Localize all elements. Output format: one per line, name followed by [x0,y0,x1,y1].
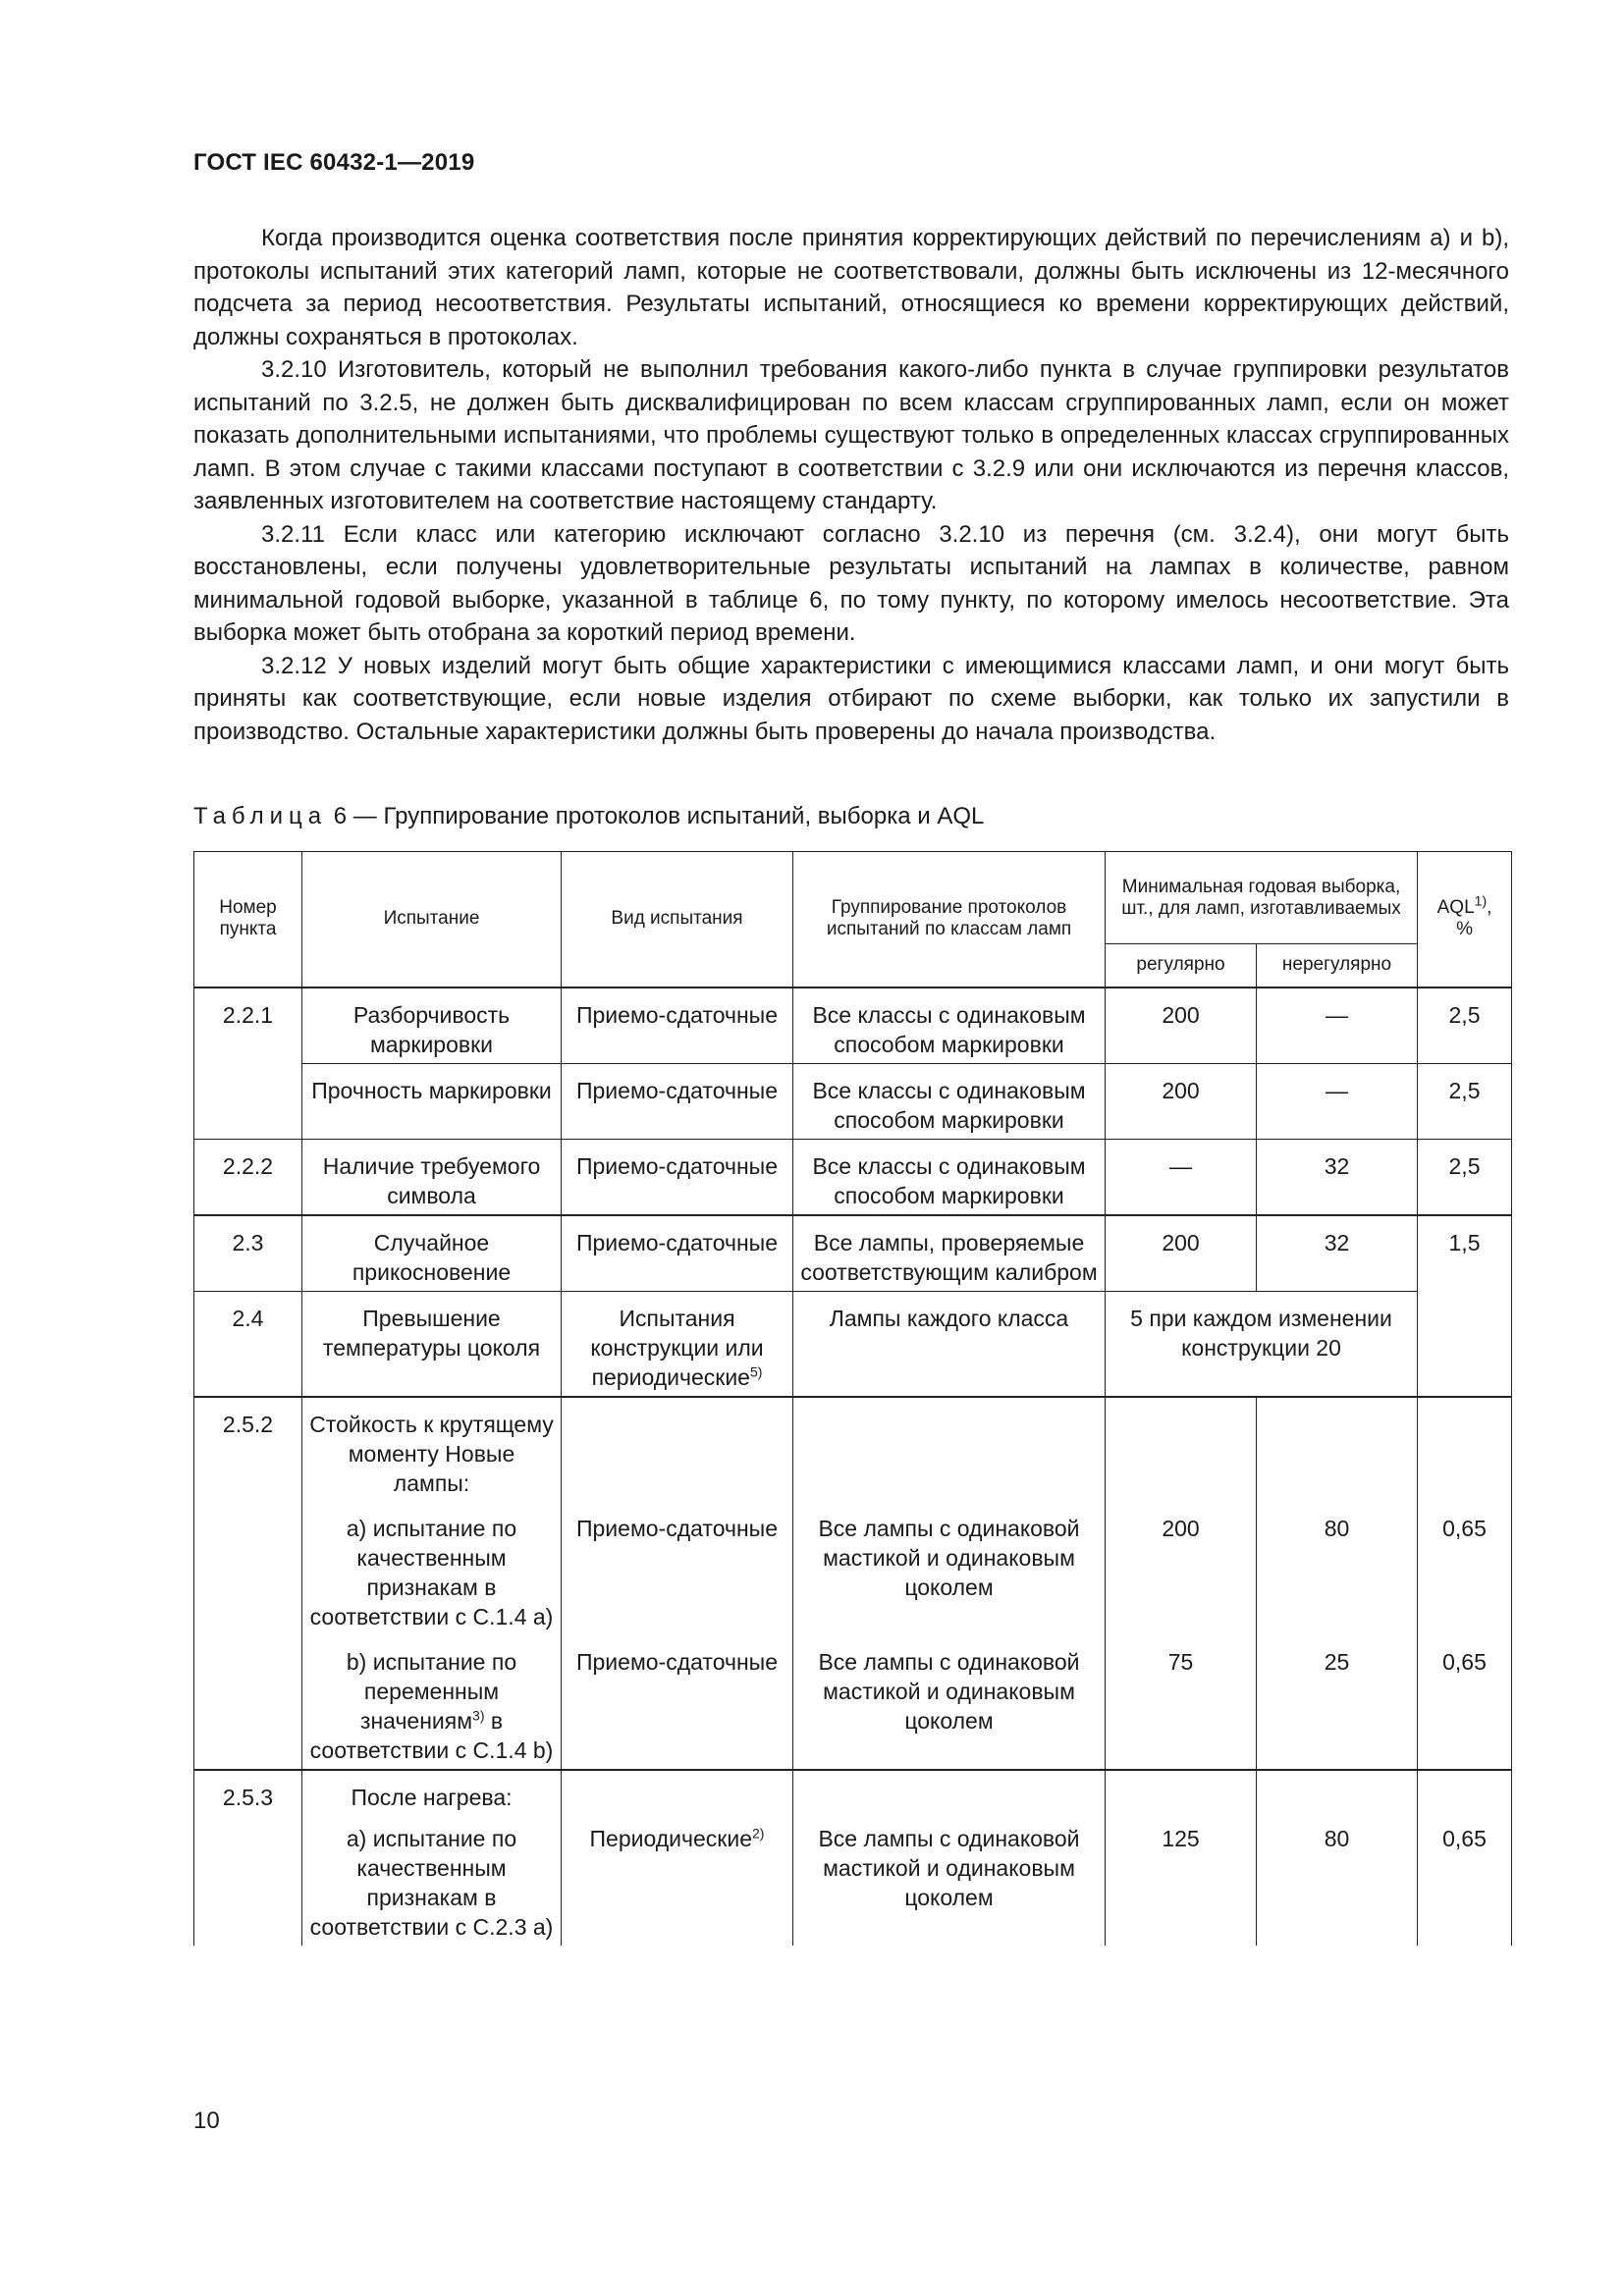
cell-item: 2.5.2 [194,1397,302,1770]
cell-irregular: 25 [1257,1635,1418,1770]
cell-regular: 200 [1106,988,1257,1064]
cell-aql: 2,5 [1418,988,1512,1064]
cell-item: 2.3 [194,1215,302,1292]
caption-text: — Группирование протоколов испытаний, выборка и AQL [347,803,985,829]
cell-type: Испытания конструкции или периодические$^{5)}$ [562,1291,793,1397]
cell-aql: 2,5 [1418,1063,1512,1139]
header-min-sample: Минимальная годовая выборка, шт., для ламп, изготавливаемых [1106,852,1418,944]
table-row [194,1215,1512,1292]
table-row [194,1397,1512,1502]
cell-empty [1418,1397,1512,1502]
cell-group: Лампы каждого класса [793,1291,1106,1397]
table-row [194,1063,1512,1139]
cell-irregular: — [1257,1063,1418,1139]
cell-type: Периодические$^{2)}$ [562,1812,793,1946]
paragraph: 3.2.12 У новых изделий могут быть общие характеристики с имеющимися классами ламп, и они могут быть приняты как соответствующие, если новые изделия отбирают по схеме выборки, как только их запустили в производство. Остальные характеристики должны быть проверены до начала производства. [193,652,1509,745]
cell-test: Превышение температуры цоколя [302,1291,562,1397]
page-number: 10 [193,2108,220,2134]
document-header: ГОСТ IEC 60432-1—2019 [193,149,475,176]
cell-empty [562,1397,793,1502]
cell-empty [1418,1770,1512,1812]
cell-group: Все классы с одинаковым способом маркировки [793,1139,1106,1215]
header-item: Номер пункта [194,852,302,988]
cell-type: Приемо-сдаточные [562,1502,793,1635]
cell-regular: — [1106,1139,1257,1215]
cell-irregular: 32 [1257,1139,1418,1215]
cell-irregular: 80 [1257,1502,1418,1635]
cell-test: Прочность маркировки [302,1063,562,1139]
cell-empty [562,1770,793,1812]
header-irregular: нерегулярно [1257,944,1418,988]
cell-item: 2.2.1 [194,988,302,1140]
cell-regular: 200 [1106,1502,1257,1635]
header-test: Испытание [302,852,562,988]
paragraph: Когда производится оценка соответствия после принятия корректирующих действий по перечислениям а) и b), протоколы испытаний этих категорий ламп, которые не соответствовали, должны быть исключены из 12-месячного подсчета за период несоответствия. Результаты испытаний, относящиеся ко времени корректирующих действий, должны сохраняться в протоколах. [193,225,1509,350]
cell-test: Наличие требуемого символа [302,1139,562,1215]
body-text [193,222,1509,748]
table-row [194,1139,1512,1215]
table-row [194,1502,1512,1635]
cell-test: а) испытание по качественным признакам в соответствии с С.1.4 а) [302,1502,562,1635]
paragraph: 3.2.10 Изготовитель, который не выполнил требования какого-либо пункта в случае группировки результатов испытаний по 3.2.5, не должен быть дисквалифицирован по всем классам сгруппированных ламп, если он может показать дополнительными испытаниями, что проблемы существуют только в определенных классах сгруппированных ламп. В этом случае с такими классами поступают в соответствии с 3.2.9 или они исключаются из перечня классов, заявленных изготовителем на соответствие настоящему стандарту. [193,356,1509,514]
cell-regular: 125 [1106,1812,1257,1946]
table-caption [193,803,984,830]
header-grouping: Группирование протоколов испытаний по классам ламп [793,852,1106,988]
table-row [194,1635,1512,1770]
table-row [194,1770,1512,1812]
cell-item: 2.4 [194,1291,302,1397]
caption-label: Таблица [193,803,328,829]
cell-irregular: 80 [1257,1812,1418,1946]
cell-empty [1106,1770,1257,1812]
cell-sample: 5 при каждом изменении конструкции 20 [1106,1291,1418,1397]
cell-group: Все классы с одинаковым способом маркировки [793,1063,1106,1139]
cell-regular: 200 [1106,1215,1257,1292]
cell-group: Все лампы с одинаковой мастикой и одинаковым цоколем [793,1502,1106,1635]
cell-group: Все лампы с одинаковой мастикой и одинаковым цоколем [793,1635,1106,1770]
cell-type: Приемо-сдаточные [562,1635,793,1770]
cell-type: Приемо-сдаточные [562,1215,793,1292]
header-type: Вид испытания [562,852,793,988]
cell-aql: 0,65 [1418,1635,1512,1770]
cell-test: Стойкость к крутящему моменту Новые лампы: [302,1397,562,1502]
cell-regular: 75 [1106,1635,1257,1770]
table-row [194,988,1512,1064]
cell-group: Все классы с одинаковым способом маркировки [793,988,1106,1064]
cell-aql: 0,65 [1418,1502,1512,1635]
cell-empty [1257,1397,1418,1502]
table-row [194,1812,1512,1946]
header-regular: регулярно [1106,944,1257,988]
cell-group: Все лампы, проверяемые соответствующим калибром [793,1215,1106,1292]
cell-irregular: 32 [1257,1215,1418,1292]
cell-test: а) испытание по качественным признакам в соответствии с С.2.3 а) [302,1812,562,1946]
cell-test: Разборчивость маркировки [302,988,562,1064]
cell-test: b) испытание по переменным значениям$^{3)}$ в соответствии с С.1.4 b) [302,1635,562,1770]
cell-group: Все лампы с одинаковой мастикой и одинаковым цоколем [793,1812,1106,1946]
cell-item: 2.5.3 [194,1770,302,1946]
cell-empty [1106,1397,1257,1502]
header-aql: AQL$^{1)}$, % [1418,852,1512,988]
cell-aql: 1,5 [1418,1215,1512,1397]
cell-type: Приемо-сдаточные [562,1063,793,1139]
cell-regular: 200 [1106,1063,1257,1139]
cell-type: Приемо-сдаточные [562,1139,793,1215]
cell-aql: 0,65 [1418,1812,1512,1946]
cell-item: 2.2.2 [194,1139,302,1215]
paragraph: 3.2.11 Если класс или категорию исключают согласно 3.2.10 из перечня (см. 3.2.4), они могут быть восстановлены, если получены удовлетворительные результаты испытаний на лампах в количестве, равном минимальной годовой выборке, указанной в таблице 6, по тому пункту, по которому имелось несоответствие. Эта выборка может быть отобрана за короткий период времени. [193,520,1509,646]
cell-aql: 2,5 [1418,1139,1512,1215]
cell-empty [793,1397,1106,1502]
cell-test: После нагрева: [302,1770,562,1812]
cell-empty [1257,1770,1418,1812]
caption-number: 6 [333,803,348,829]
cell-type: Приемо-сдаточные [562,988,793,1064]
cell-test: Случайное прикосновение [302,1215,562,1292]
table-row [194,1291,1512,1397]
cell-empty [793,1770,1106,1812]
sampling-table [193,851,1512,1946]
cell-irregular: — [1257,988,1418,1064]
